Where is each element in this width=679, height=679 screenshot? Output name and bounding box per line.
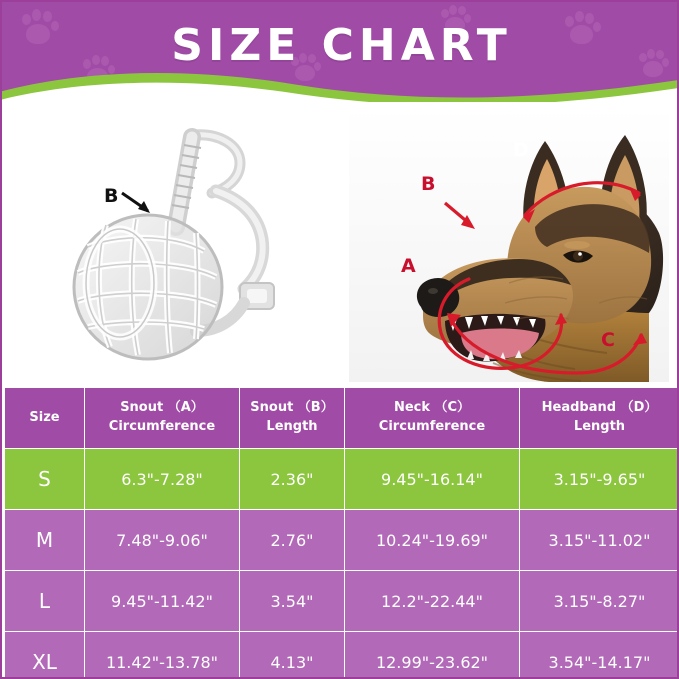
column-header-snout-circumference [85,388,240,449]
muzzle-product-image [44,107,324,382]
column-header-neck-circumference [345,388,520,449]
size-table [4,387,679,679]
header-line: Size [29,409,60,425]
header-line: Circumference [108,419,216,434]
table-row [5,510,679,571]
column-header-headband-length [520,388,679,449]
header-line: Headband （D） [541,400,658,416]
page-title: SIZE CHART [171,20,512,71]
cell-headband-length: 3.15"-11.02" [520,510,679,571]
cell-size: S [5,449,85,510]
cell-snout-length: 2.36" [240,449,345,510]
measure-label-d: D [513,139,529,161]
illustration-area [4,102,679,387]
header-banner [2,2,679,102]
cell-snout-circumference: 7.48"-9.06" [85,510,240,571]
table-row [5,632,679,679]
dog-photo [349,107,669,382]
cell-neck-circumference: 12.2"-22.44" [345,571,520,632]
cell-snout-length: 2.76" [240,510,345,571]
cell-size: XL [5,632,85,679]
cell-neck-circumference: 10.24"-19.69" [345,510,520,571]
table-row [5,449,679,510]
cell-size: M [5,510,85,571]
cell-snout-circumference: 9.45"-11.42" [85,571,240,632]
cell-snout-circumference: 11.42"-13.78" [85,632,240,679]
header-line: Circumference [378,419,486,434]
column-header-size [5,388,85,449]
cell-neck-circumference: 12.99"-23.62" [345,632,520,679]
cell-snout-length: 3.54" [240,571,345,632]
header-line: Length [266,419,318,434]
column-header-snout-length [240,388,345,449]
cell-neck-circumference: 9.45"-16.14" [345,449,520,510]
cell-size: L [5,571,85,632]
green-wave-divider [2,64,679,102]
cell-headband-length: 3.15"-9.65" [520,449,679,510]
header-line: Snout （B） [250,400,334,416]
measure-label-a: A [401,255,416,277]
cell-headband-length: 3.54"-14.17" [520,632,679,679]
measure-label-b-muzzle: B [104,185,119,207]
table-header-row [5,388,679,449]
header-line: Snout （A） [120,400,204,416]
cell-snout-length: 4.13" [240,632,345,679]
measure-label-b-dog: B [421,173,436,195]
header-line: Length [573,419,626,434]
cell-headband-length: 3.15"-8.27" [520,571,679,632]
measure-label-c: C [601,329,615,351]
cell-snout-circumference: 6.3"-7.28" [85,449,240,510]
header-line: Neck （C） [393,400,471,416]
table-row [5,571,679,632]
